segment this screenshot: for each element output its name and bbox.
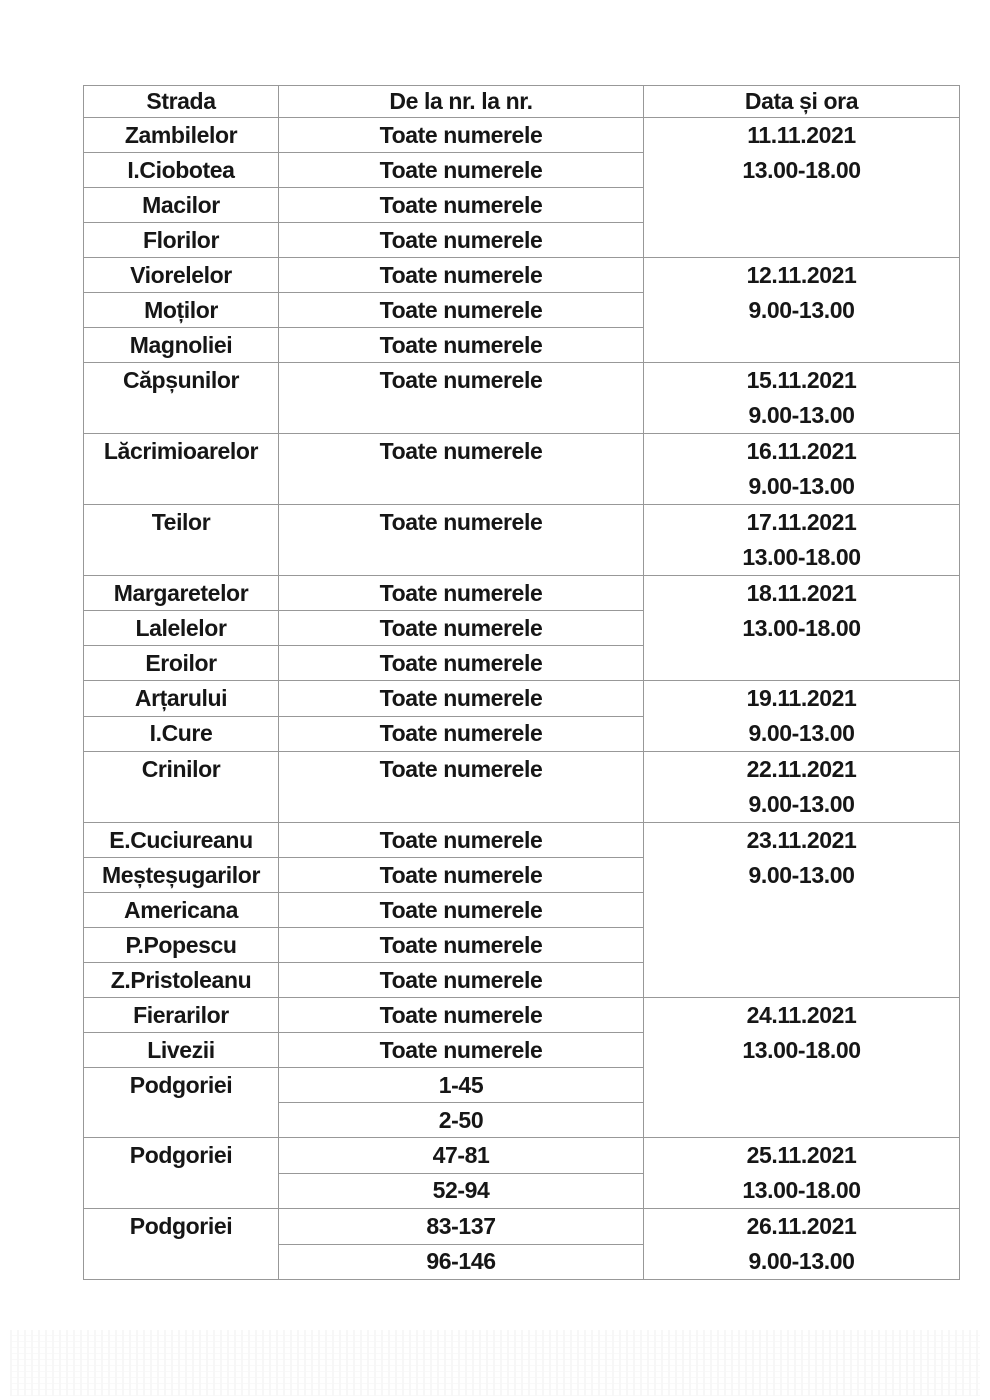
time-text: 9.00-13.00 — [748, 862, 855, 888]
table-header-row — [84, 86, 960, 118]
date-cell — [644, 823, 960, 998]
street-cell — [84, 752, 279, 823]
street-text: Căpșunilor — [122, 367, 240, 393]
range-text: Toate numerele — [379, 756, 543, 782]
date-text: 25.11.2021 — [746, 1142, 857, 1168]
street-text: Teilor — [151, 509, 211, 535]
range-cell: Toate numerele — [279, 893, 644, 928]
time-text: 13.00-18.00 — [742, 1177, 861, 1203]
range-cell: Toate numerele — [279, 153, 644, 188]
range-cell: Toate numerele — [279, 188, 644, 223]
range-cell: Toate numerele — [279, 223, 644, 258]
street-cell — [84, 505, 279, 576]
column-header-date: Data și ora — [644, 86, 960, 118]
date-cell — [644, 258, 960, 363]
street-text: Podgoriei — [129, 1142, 233, 1168]
range-cell: Toate numerele — [279, 998, 644, 1033]
table-row — [84, 681, 960, 717]
street-cell — [84, 1068, 279, 1138]
date-text: 16.11.2021 — [746, 438, 857, 464]
range-cell: Toate numerele — [279, 646, 644, 681]
street-cell — [84, 434, 279, 505]
table-row — [84, 998, 960, 1033]
range-text: Toate numerele — [379, 509, 543, 535]
date-text: 26.11.2021 — [746, 1213, 857, 1239]
street-text: Podgoriei — [129, 1213, 233, 1239]
table-row — [84, 118, 960, 153]
column-header-street: Strada — [84, 86, 279, 118]
time-text: 9.00-13.00 — [748, 720, 855, 746]
time-text: 13.00-18.00 — [742, 615, 861, 641]
street-cell — [84, 1209, 279, 1280]
street-cell: Moților — [84, 293, 279, 328]
range-cell — [279, 363, 644, 434]
range-cell: Toate numerele — [279, 118, 644, 153]
date-text: 23.11.2021 — [746, 827, 857, 853]
range-text: Toate numerele — [379, 367, 543, 393]
range-cell: Toate numerele — [279, 963, 644, 998]
date-text: 17.11.2021 — [746, 509, 857, 535]
date-cell — [644, 1209, 960, 1280]
date-cell — [644, 434, 960, 505]
table-row — [84, 1138, 960, 1174]
date-text: 15.11.2021 — [746, 367, 857, 393]
street-cell: Z.Pristoleanu — [84, 963, 279, 998]
street-cell — [84, 363, 279, 434]
range-cell: Toate numerele — [279, 928, 644, 963]
street-text: Lăcrimioarelor — [103, 438, 259, 464]
time-text: 13.00-18.00 — [742, 1037, 861, 1063]
time-text: 9.00-13.00 — [748, 297, 855, 323]
range-cell: 2-50 — [279, 1103, 644, 1138]
street-text: Podgoriei — [129, 1072, 233, 1098]
range-cell: 47-81 — [279, 1138, 644, 1174]
range-cell: 83-137 — [279, 1209, 644, 1245]
street-cell: Macilor — [84, 188, 279, 223]
street-cell: Arțarului — [84, 681, 279, 717]
street-cell: Magnoliei — [84, 328, 279, 363]
date-cell — [644, 1138, 960, 1209]
street-cell: P.Popescu — [84, 928, 279, 963]
date-cell — [644, 576, 960, 681]
street-cell: Zambilelor — [84, 118, 279, 153]
street-cell: Viorelelor — [84, 258, 279, 293]
range-cell: 96-146 — [279, 1244, 644, 1280]
table-row — [84, 752, 960, 823]
time-text: 13.00-18.00 — [742, 544, 861, 570]
time-text: 9.00-13.00 — [748, 402, 855, 428]
street-cell: Margaretelor — [84, 576, 279, 611]
date-text: 11.11.2021 — [747, 122, 856, 148]
table-row — [84, 505, 960, 576]
range-cell — [279, 434, 644, 505]
date-text: 22.11.2021 — [746, 756, 857, 782]
date-cell — [644, 363, 960, 434]
time-text: 9.00-13.00 — [748, 791, 855, 817]
range-text: Toate numerele — [379, 438, 543, 464]
date-cell — [644, 505, 960, 576]
range-cell: Toate numerele — [279, 716, 644, 752]
range-cell: 1-45 — [279, 1068, 644, 1103]
street-cell: E.Cuciureanu — [84, 823, 279, 858]
range-cell — [279, 752, 644, 823]
street-cell: I.Cure — [84, 716, 279, 752]
street-cell: Fierarilor — [84, 998, 279, 1033]
table-row — [84, 258, 960, 293]
range-cell: Toate numerele — [279, 258, 644, 293]
range-cell: Toate numerele — [279, 293, 644, 328]
date-text: 24.11.2021 — [746, 1002, 857, 1028]
column-header-range: De la nr. la nr. — [279, 86, 644, 118]
street-cell: Americana — [84, 893, 279, 928]
scan-noise-band — [10, 1330, 980, 1396]
time-text: 9.00-13.00 — [748, 473, 855, 499]
date-cell — [644, 998, 960, 1138]
date-cell — [644, 681, 960, 752]
range-cell: Toate numerele — [279, 1033, 644, 1068]
street-cell: Livezii — [84, 1033, 279, 1068]
street-cell: Eroilor — [84, 646, 279, 681]
street-cell: Florilor — [84, 223, 279, 258]
range-cell: 52-94 — [279, 1173, 644, 1209]
table-row — [84, 1209, 960, 1245]
date-text: 19.11.2021 — [746, 685, 857, 711]
street-schedule-table — [83, 85, 960, 1280]
range-cell: Toate numerele — [279, 328, 644, 363]
table-row — [84, 823, 960, 858]
table-row — [84, 576, 960, 611]
range-cell: Toate numerele — [279, 823, 644, 858]
street-cell: Meșteșugarilor — [84, 858, 279, 893]
time-text: 9.00-13.00 — [748, 1248, 855, 1274]
street-text: Crinilor — [141, 756, 221, 782]
time-text: 13.00-18.00 — [742, 157, 861, 183]
street-cell — [84, 1138, 279, 1209]
date-cell — [644, 118, 960, 258]
range-cell: Toate numerele — [279, 681, 644, 717]
range-cell: Toate numerele — [279, 576, 644, 611]
date-cell — [644, 752, 960, 823]
range-cell — [279, 505, 644, 576]
range-cell: Toate numerele — [279, 858, 644, 893]
range-cell: Toate numerele — [279, 611, 644, 646]
street-cell: Lalelelor — [84, 611, 279, 646]
date-text: 12.11.2021 — [746, 262, 857, 288]
street-cell: I.Ciobotea — [84, 153, 279, 188]
table-row — [84, 363, 960, 434]
table-row — [84, 434, 960, 505]
date-text: 18.11.2021 — [746, 580, 857, 606]
